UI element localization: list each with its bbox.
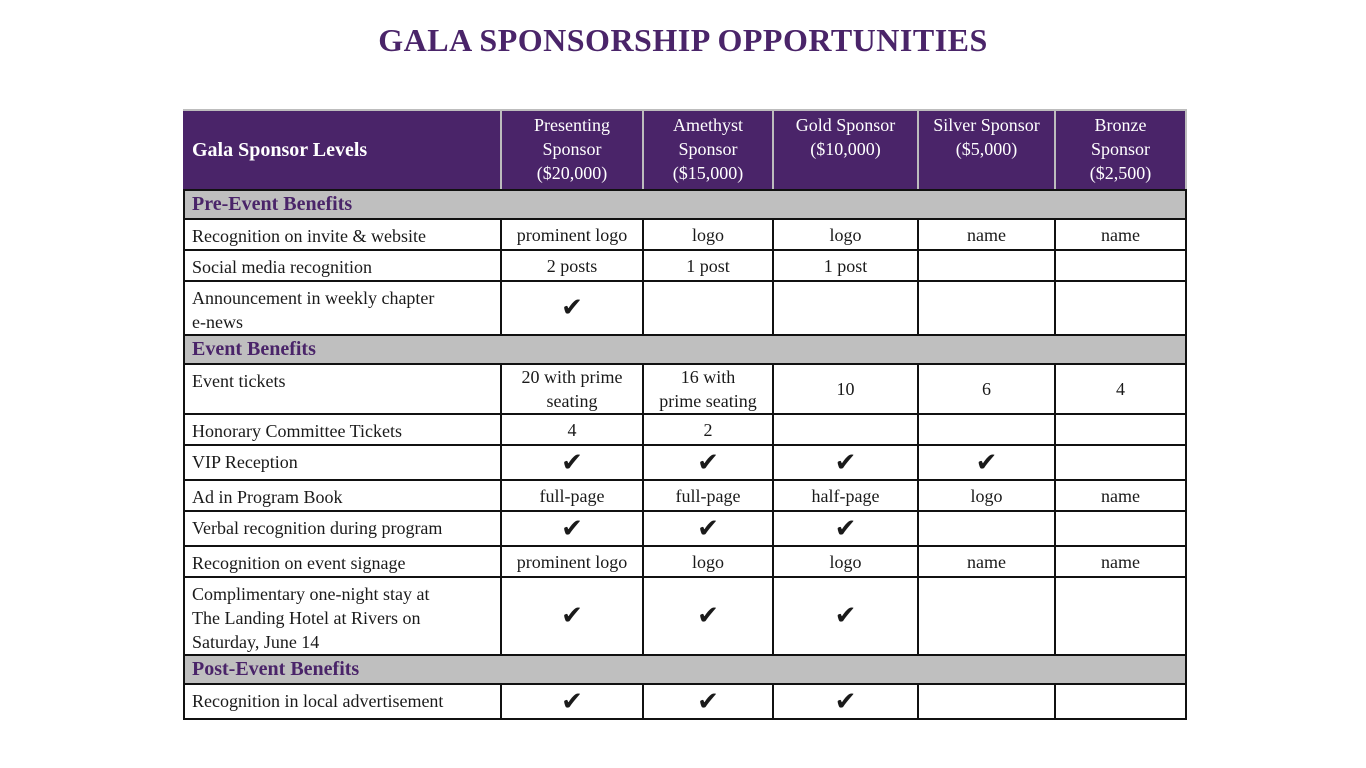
benefit-row [184, 219, 1186, 250]
benefit-value: logo [643, 219, 773, 250]
empty-cell [918, 684, 1055, 719]
check-icon: ✔ [501, 577, 643, 655]
empty-cell [918, 250, 1055, 281]
benefit-row [184, 445, 1186, 480]
benefit-label: VIP Reception [184, 445, 501, 480]
benefit-row [184, 546, 1186, 577]
empty-cell [1055, 281, 1186, 335]
benefit-value: logo [773, 546, 918, 577]
tier-header-line: Sponsor [542, 139, 602, 159]
empty-cell [1055, 684, 1186, 719]
tier-header-line: ($20,000) [536, 163, 608, 183]
benefit-row [184, 250, 1186, 281]
check-icon: ✔ [773, 577, 918, 655]
empty-cell [773, 281, 918, 335]
tier-header-0 [501, 110, 643, 190]
check-icon: ✔ [501, 684, 643, 719]
benefit-label: Honorary Committee Tickets [184, 414, 501, 445]
benefit-row [184, 577, 1186, 655]
empty-cell [918, 281, 1055, 335]
benefit-value: prominent logo [501, 546, 643, 577]
benefit-value: 4 [501, 414, 643, 445]
tier-header-line: ($2,500) [1089, 163, 1152, 183]
benefit-value: 16 with prime seating [643, 364, 773, 414]
benefit-value: name [918, 219, 1055, 250]
benefit-row [184, 684, 1186, 719]
benefit-value: 2 [643, 414, 773, 445]
benefit-value: 2 posts [501, 250, 643, 281]
benefit-row [184, 281, 1186, 335]
benefit-value: name [1055, 546, 1186, 577]
sponsorship-table [183, 109, 1187, 720]
empty-cell [1055, 414, 1186, 445]
check-icon: ✔ [643, 577, 773, 655]
benefit-value: half-page [773, 480, 918, 511]
check-icon: ✔ [773, 684, 918, 719]
benefit-value: 4 [1055, 364, 1186, 414]
section-title: Event Benefits [184, 335, 1186, 364]
empty-cell [918, 577, 1055, 655]
benefit-value: full-page [643, 480, 773, 511]
benefit-row [184, 480, 1186, 511]
benefit-value: logo [918, 480, 1055, 511]
benefit-value: 20 with prime seating [501, 364, 643, 414]
empty-cell [1055, 445, 1186, 480]
check-icon: ✔ [501, 511, 643, 546]
check-icon: ✔ [773, 445, 918, 480]
check-icon: ✔ [501, 445, 643, 480]
benefit-label: Complimentary one-night stay at The Landing Hotel at Rivers on Saturday, June 14 [184, 577, 501, 655]
benefit-value: name [1055, 480, 1186, 511]
section-row [184, 190, 1186, 219]
section-title: Pre-Event Benefits [184, 190, 1186, 219]
tier-header-line: Presenting [534, 115, 610, 135]
header-row [184, 110, 1186, 190]
benefit-row [184, 511, 1186, 546]
tier-header-line: ($10,000) [810, 139, 881, 159]
benefit-value: 1 post [643, 250, 773, 281]
empty-cell [1055, 577, 1186, 655]
tier-header-line: Bronze [1094, 115, 1147, 135]
benefit-value: name [1055, 219, 1186, 250]
check-icon: ✔ [643, 684, 773, 719]
check-icon: ✔ [773, 511, 918, 546]
tier-header-line: Sponsor [1090, 139, 1150, 159]
benefit-label: Event tickets [184, 364, 501, 414]
benefit-value: 1 post [773, 250, 918, 281]
benefit-label: Announcement in weekly chapter e-news [184, 281, 501, 335]
section-row [184, 655, 1186, 684]
tier-header-line: Amethyst [673, 115, 743, 135]
benefit-value: prominent logo [501, 219, 643, 250]
tier-header-4 [1055, 110, 1186, 190]
tier-header-2 [773, 110, 918, 190]
section-row [184, 335, 1186, 364]
benefit-value: logo [773, 219, 918, 250]
empty-cell [918, 414, 1055, 445]
benefit-row [184, 364, 1186, 414]
benefit-label: Ad in Program Book [184, 480, 501, 511]
section-title: Post-Event Benefits [184, 655, 1186, 684]
tier-header-line: Silver Sponsor [933, 115, 1040, 135]
empty-cell [1055, 250, 1186, 281]
empty-cell [773, 414, 918, 445]
tier-header-1 [643, 110, 773, 190]
empty-cell [1055, 511, 1186, 546]
check-icon: ✔ [501, 281, 643, 335]
benefit-value: name [918, 546, 1055, 577]
tier-header-line: ($5,000) [955, 139, 1018, 159]
tier-header-line: Sponsor [678, 139, 738, 159]
sponsor-levels-header: Gala Sponsor Levels [184, 110, 501, 190]
tier-header-3 [918, 110, 1055, 190]
empty-cell [643, 281, 773, 335]
benefit-label: Recognition on event signage [184, 546, 501, 577]
benefit-label: Verbal recognition during program [184, 511, 501, 546]
check-icon: ✔ [643, 445, 773, 480]
benefit-value: 6 [918, 364, 1055, 414]
benefit-value: 10 [773, 364, 918, 414]
benefit-row [184, 414, 1186, 445]
benefit-value: full-page [501, 480, 643, 511]
tier-header-line: ($15,000) [672, 163, 744, 183]
check-icon: ✔ [918, 445, 1055, 480]
empty-cell [918, 511, 1055, 546]
benefit-label: Recognition in local advertisement [184, 684, 501, 719]
benefit-value: logo [643, 546, 773, 577]
page-title: GALA SPONSORSHIP OPPORTUNITIES [378, 22, 988, 58]
benefit-label: Recognition on invite & website [184, 219, 501, 250]
tier-header-line: Gold Sponsor [795, 115, 896, 135]
benefit-label: Social media recognition [184, 250, 501, 281]
check-icon: ✔ [643, 511, 773, 546]
